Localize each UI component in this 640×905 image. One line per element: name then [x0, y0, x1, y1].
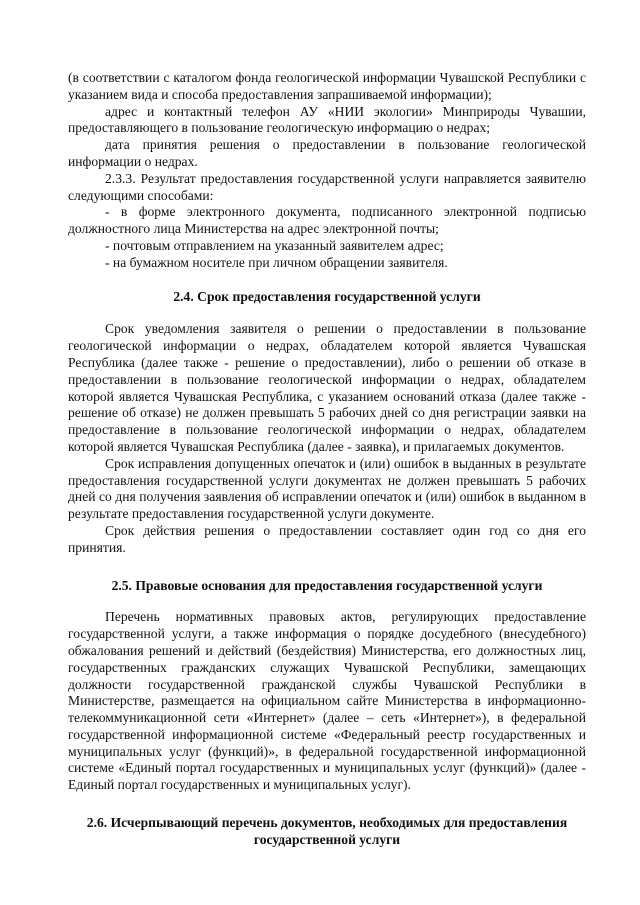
list-item-paper: - на бумажном носителе при личном обращении заявителя.	[105, 254, 448, 270]
paragraph-correction-term: Срок исправления допущенных опечаток и (или) ошибок в выданных в результате предоставления государственной услуги документах не должен превышать 5 рабочих дней со дня получения заявления об исправлении опечаток и (или) ошибок в выданном в результате предоставления государственной услуги документе.	[68, 455, 586, 522]
paragraph-decision-date: дата принятия решения о предоставлении в пользование геологической информации о недрах.	[68, 137, 586, 169]
list-item-electronic-document: - в форме электронного документа, подписанного электронной подписью должностного лица Министерства на адрес электронной почты;	[68, 204, 586, 237]
paragraph-validity-term: Срок действия решения о предоставлении составляет один год со дня его принятия.	[68, 522, 586, 555]
paragraph-address-contact: адрес и контактный телефон АУ «НИИ экологии» Минприроды Чувашии, предоставляющего в пользование геологическую информацию о недрах;	[68, 103, 586, 136]
section-heading-2-6: 2.6. Исчерпывающий перечень документов, необходимых для предоставления государственной услуги	[86, 815, 568, 847]
paragraph-notification-term: Срок уведомления заявителя о решении о предоставлении в пользование геологической информации о недрах, обладателем которой является Чувашская Республика (далее также - решение о предоставлении), либо о решении об отказе в предоставлении в пользование геологической информации о недрах, обладателем которой является Чувашская Республика, с указанием оснований отказа (далее также - решение об отказе) не должен превышать 5 рабочих дней со дня регистрации заявки на предоставление в пользование геологической информации о недрах, обладателем которой является Чувашская Республика (далее - заявка), и прилагаемых документов.	[68, 321, 586, 454]
list-item-postal: - почтовым отправлением на указанный заявителем адрес;	[105, 237, 444, 253]
paragraph-catalog-reference: (в соответствии с каталогом фонда геологической информации Чувашской Республики с указанием вида и способа предоставления запрашиваемой информации);	[68, 70, 586, 102]
section-heading-2-4: 2.4. Срок предоставления государственной услуги	[173, 288, 481, 304]
document-page	[68, 70, 586, 849]
paragraph-legal-basis: Перечень нормативных правовых актов, регулирующих предоставление государственной услуги, а также информация о порядке досудебного (внесудебного) обжалования решений и действий (бездействия) Министерства, его должностных лиц, государственных гражданских служащих Чувашской Республики, замещающих должности государственной гражданской службы Чувашской Республики в Министерстве, размещается на официальном сайте Министерства в информационно-телекоммуникационной сети «Интернет» (далее – сеть «Интернет»), в федеральной государственной информационной системе «Федеральный реестр государственных и муниципальных услуг (функций)», в федеральной государственной информационной системе «Единый портал государственных и муниципальных услуг (функций)» (далее - Единый портал государственных и муниципальных услуг).	[68, 609, 586, 793]
section-heading-2-5: 2.5. Правовые основания для предоставления государственной услуги	[111, 577, 543, 593]
paragraph-2-3-3: 2.3.3. Результат предоставления государственной услуги направляется заявителю следующими способами:	[68, 170, 586, 203]
